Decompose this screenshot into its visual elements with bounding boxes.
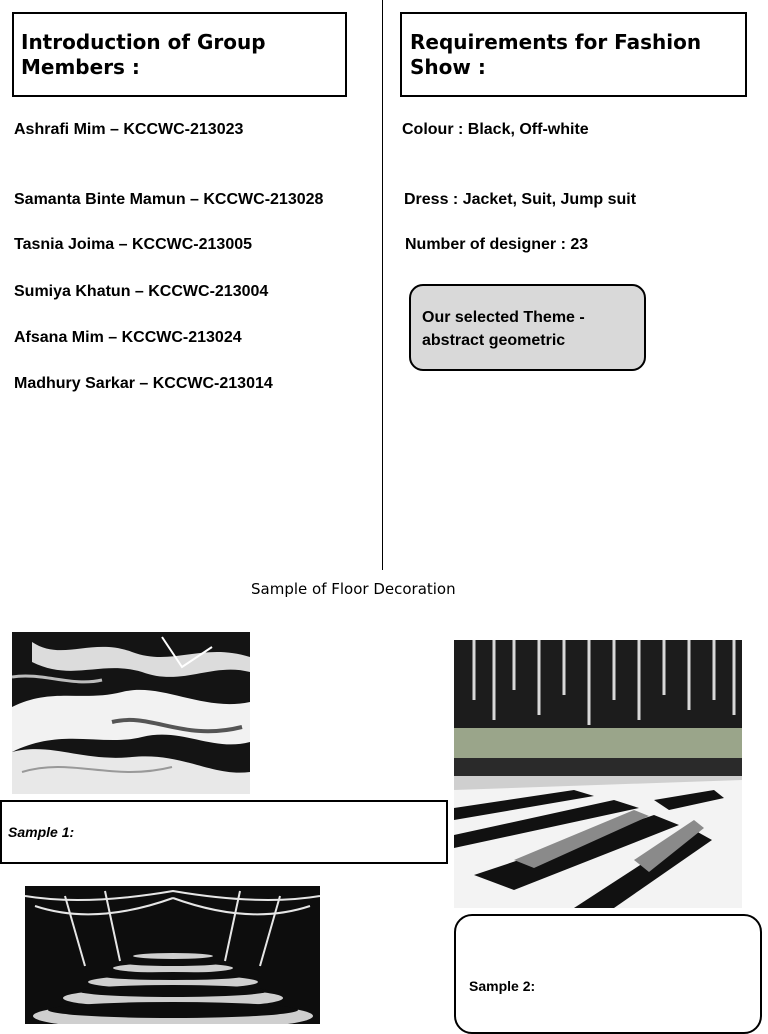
member-3: Tasnia Joima – KCCWC-213005 (14, 236, 253, 253)
marble-texture-image (12, 632, 250, 794)
colour-requirement: Colour : Black, Off-white (402, 121, 589, 138)
selected-theme-line2: abstract geometric (422, 332, 566, 349)
group-members-heading-box (12, 12, 347, 97)
member-2: Samanta Binte Mamun – KCCWC-213028 (14, 191, 324, 208)
requirements-heading-line2: Show : (410, 55, 486, 79)
selected-theme-box (409, 284, 646, 371)
striped-runway-image (25, 886, 320, 1024)
sample-2-label: Sample 2: (469, 978, 536, 994)
selected-theme-line1: Our selected Theme - (422, 309, 585, 326)
requirements-heading-line1: Requirements for Fashion (410, 30, 702, 54)
designer-count: Number of designer : 23 (405, 236, 589, 253)
sample-2-box (454, 914, 762, 1034)
column-divider (382, 0, 383, 570)
member-4: Sumiya Khatun – KCCWC-213004 (14, 283, 269, 300)
geometric-floor-venue-image (454, 640, 742, 908)
requirements-heading-box (400, 12, 747, 97)
member-5: Afsana Mim – KCCWC-213024 (14, 329, 242, 346)
group-members-heading-line1: Introduction of Group (21, 30, 266, 54)
dress-requirement: Dress : Jacket, Suit, Jump suit (404, 191, 637, 208)
member-1: Ashrafi Mim – KCCWC-213023 (14, 121, 244, 138)
floor-decoration-caption: Sample of Floor Decoration (251, 580, 456, 598)
group-members-heading-line2: Members : (21, 55, 140, 79)
sample-1-label: Sample 1: (8, 824, 75, 840)
sample-1-box (0, 800, 448, 864)
member-6: Madhury Sarkar – KCCWC-213014 (14, 375, 273, 392)
